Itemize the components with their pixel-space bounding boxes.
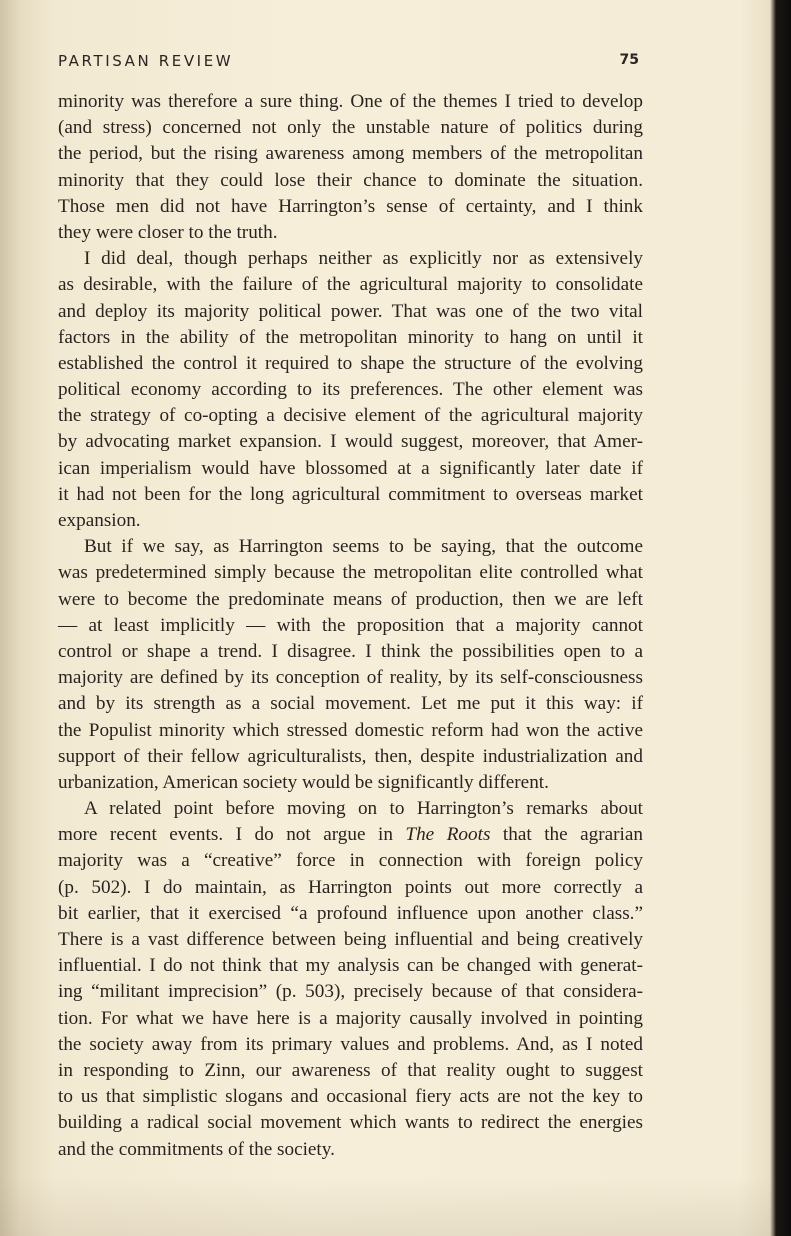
text-line: control or shape a trend. I disagree. I think the possibilities open to a: [58, 640, 643, 662]
text-line: in responding to Zinn, our awareness of that reality ought to suggest: [58, 1059, 643, 1081]
text-line: was predetermined simply because the metropolitan elite controlled what: [58, 562, 643, 584]
text-line: — at least implicitly — with the proposition that a majority cannot: [58, 614, 643, 636]
text-line: political economy according to its preferences. The other element was: [58, 379, 643, 401]
text-line: But if we say, as Harrington seems to be saying, that the outcome: [84, 536, 643, 558]
paragraph: [58, 246, 643, 534]
text-line: as desirable, with the failure of the agricultural majority to consolidate: [58, 274, 643, 296]
text-line: I did deal, though perhaps neither as explicitly nor as extensively: [84, 248, 643, 270]
text-line: bit earlier, that it exercised “a profound influence upon another class.”: [58, 902, 643, 924]
text-line: majority was a “creative” force in connection with foreign policy: [58, 850, 643, 872]
text-line: A related point before moving on to Harrington’s remarks about: [84, 798, 643, 820]
text-line: ican imperialism would have blossomed at a significantly later date if: [58, 457, 643, 479]
text-line: by advocating market expansion. I would suggest, moreover, that Amer-: [58, 431, 643, 453]
text-line: and the commitments of the society.: [58, 1138, 335, 1160]
text-line: and by its strength as a social movement. Let me put it this way: if: [58, 693, 643, 715]
text-line: Those men did not have Harrington’s sense of certainty, and I think: [58, 195, 643, 217]
text-line: and deploy its majority political power. That was one of the two vital: [58, 300, 643, 322]
text-line: factors in the ability of the metropolitan minority to hang on until it: [58, 326, 643, 348]
paragraph: [58, 796, 643, 1163]
paragraph: [58, 534, 643, 796]
page-number: 75: [619, 52, 639, 68]
text-line: There is a vast difference between being influential and being creatively: [58, 929, 643, 950]
text-line: the Populist minority which stressed domestic reform had won the active: [58, 719, 643, 741]
page-shadow: [0, 1176, 775, 1236]
text-line: ing “militant imprecision” (p. 503), precisely because of that considera-: [58, 981, 643, 1003]
page-header: [58, 52, 643, 76]
text-line: more recent events. I do not argue in The Roots that the agrarian: [58, 824, 643, 846]
text-line: expansion.: [58, 510, 141, 531]
text-line: (p. 502). I do maintain, as Harrington points out more correctly a: [58, 876, 643, 898]
text-line: the period, but the rising awareness among members of the metropolitan: [58, 143, 643, 165]
running-head: PARTISAN REVIEW: [58, 52, 234, 70]
text-line: established the control it required to shape the structure of the evolving: [58, 352, 643, 374]
text-line: they were closer to the truth.: [58, 221, 278, 243]
body-text: [58, 89, 643, 1163]
text-line: influential. I do not think that my analysis can be changed with generat-: [58, 955, 643, 977]
text-line: tion. For what we have here is a majority causally involved in pointing: [58, 1007, 643, 1029]
text-line: (and stress) concerned not only the unstable nature of politics during: [58, 117, 643, 139]
text-line: support of their fellow agriculturalists, then, despite industrialization and: [58, 745, 643, 767]
text-line: building a radical social movement which wants to redirect the energies: [58, 1112, 643, 1134]
text-line: majority are defined by its conception of reality, by its self-consciousness: [58, 667, 643, 689]
text-line: were to become the predominate means of production, then we are left: [58, 588, 643, 610]
text-line: urbanization, American society would be significantly different.: [58, 771, 549, 793]
text-line: to us that simplistic slogans and occasional fiery acts are not the key to: [58, 1086, 643, 1108]
text-line: the society away from its primary values and problems. And, as I noted: [58, 1033, 643, 1055]
text-line: minority that they could lose their chance to dominate the situation.: [58, 169, 643, 191]
text-line: it had not been for the long agricultural commitment to overseas market: [58, 483, 643, 505]
paragraph: [58, 89, 643, 246]
text-line: the strategy of co-opting a decisive element of the agricultural majority: [58, 405, 643, 427]
text-line: minority was therefore a sure thing. One of the themes I tried to develop: [58, 91, 643, 112]
